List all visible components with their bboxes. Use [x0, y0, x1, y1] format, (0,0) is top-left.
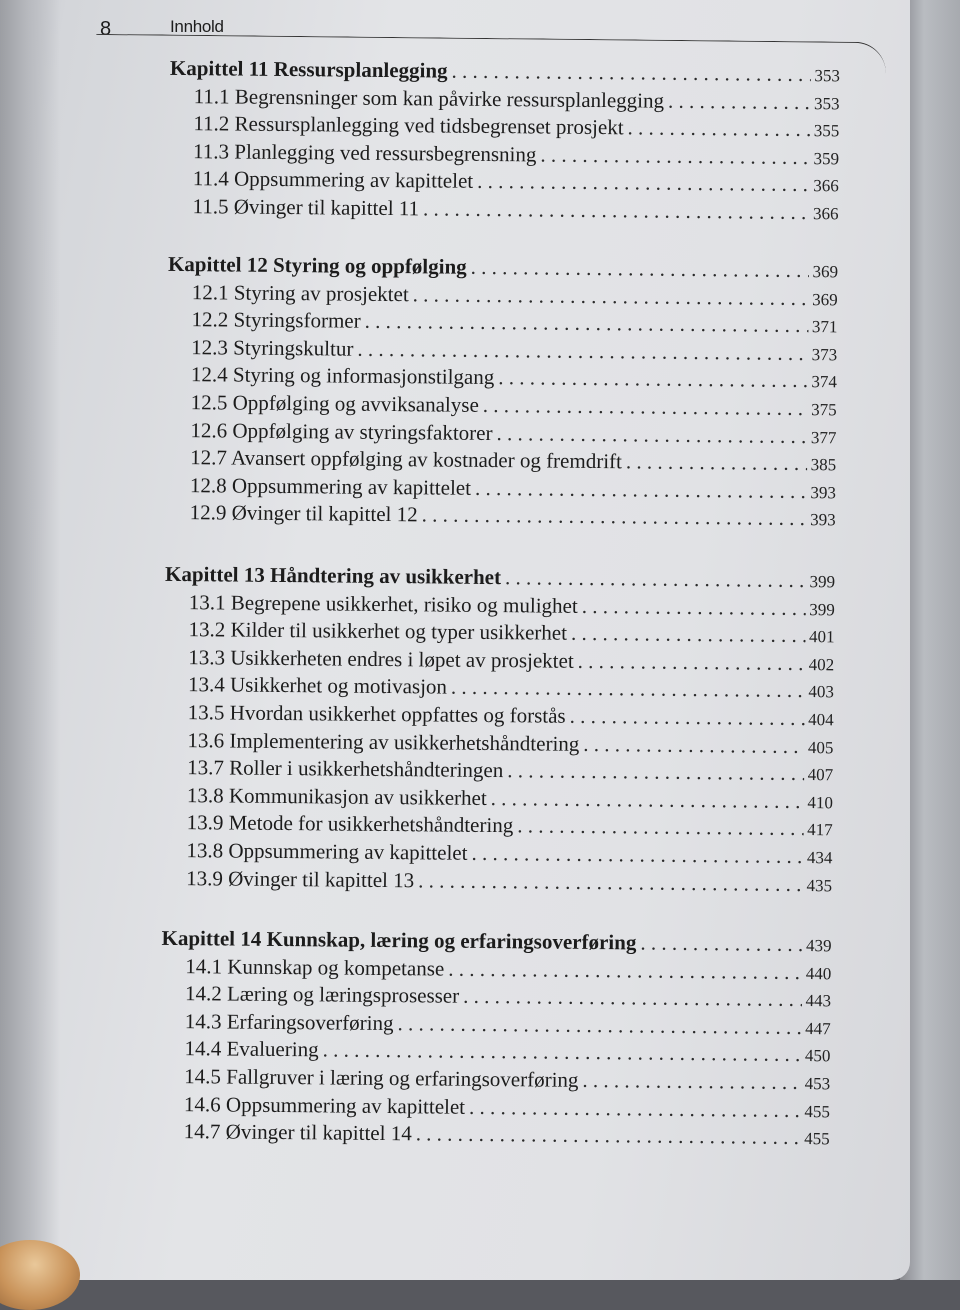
- chapter-title: Kapittel 14 Kunnskap, læring og erfaringsoverføring: [161, 925, 637, 955]
- section-label: 14.6 Oppsummering av kapittelet: [183, 1091, 466, 1119]
- section-page: 359: [813, 148, 840, 169]
- section-label: 13.4 Usikkerhet og motivasjon: [187, 672, 448, 699]
- toc-section-row: [190, 500, 836, 534]
- section-label: 14.3 Erfaringsoverføring: [184, 1008, 394, 1035]
- section-label: 14.4 Evaluering: [184, 1036, 319, 1062]
- section-page: 366: [812, 204, 839, 224]
- toc-chapter-13: [162, 562, 835, 900]
- leader-dots: [323, 1038, 802, 1068]
- chapter-title: Kapittel 12 Styring og oppfølging: [167, 251, 467, 279]
- section-page: 453: [804, 1074, 831, 1094]
- leader-dots: [451, 59, 810, 87]
- leader-dots: [477, 169, 809, 197]
- section-page: 404: [808, 710, 834, 730]
- section-page: 434: [806, 847, 833, 868]
- section-label: 12.8 Oppsummering av kapittelet: [189, 472, 472, 500]
- leader-dots: [498, 365, 807, 393]
- section-label: 12.9 Øvinger til kapittel 12: [189, 500, 418, 527]
- chapter-page: 439: [805, 936, 832, 956]
- leader-dots: [668, 88, 810, 114]
- leader-dots: [416, 1121, 801, 1150]
- section-page: 353: [814, 93, 840, 113]
- leader-dots: [517, 814, 803, 842]
- chapter-page: 399: [809, 572, 836, 592]
- section-page: 403: [808, 682, 835, 702]
- section-label: 12.3 Styringskultur: [191, 334, 354, 361]
- leader-dots: [423, 196, 809, 225]
- leader-dots: [422, 503, 807, 532]
- section-label: 11.4 Oppsummering av kapittelet: [192, 166, 474, 194]
- section-page: 355: [813, 121, 840, 141]
- section-page: 402: [808, 654, 835, 675]
- leader-dots: [578, 649, 805, 676]
- section-page: 401: [808, 627, 835, 647]
- chapter-page: 353: [814, 66, 840, 86]
- section-list: [168, 83, 839, 227]
- leader-dots: [471, 841, 803, 869]
- leader-dots: [471, 255, 809, 283]
- toc-section-row: [186, 866, 832, 900]
- section-page: 371: [811, 317, 838, 337]
- leader-dots: [451, 675, 805, 703]
- leader-dots: [626, 449, 807, 476]
- chapter-title: Kapittel 13 Håndtering av usikkerhet: [164, 561, 502, 590]
- toc-chapter-14: [160, 926, 832, 1153]
- toc-section-row: [184, 1119, 830, 1153]
- section-label: 14.2 Læring og læringsprosesser: [184, 981, 460, 1008]
- section-list: [162, 589, 835, 899]
- toc-section-row: [192, 194, 838, 228]
- page-number: 8: [100, 18, 112, 40]
- section-page: 373: [811, 344, 838, 365]
- leader-dots: [505, 565, 806, 593]
- section-page: 410: [807, 792, 833, 813]
- section-page: 375: [811, 400, 837, 420]
- section-label: 12.6 Oppfølging av styringsfaktorer: [190, 417, 493, 445]
- section-page: 450: [804, 1046, 831, 1066]
- leader-dots: [627, 115, 809, 142]
- running-header-title: Innhold: [170, 17, 224, 36]
- section-label: 11.2 Ressursplanlegging ved tidsbegrenset prosjekt: [193, 111, 624, 140]
- section-page: 417: [807, 820, 833, 840]
- section-label: 11.1 Begrensninger som kan påvirke ressursplanlegging: [193, 83, 665, 113]
- section-label: 12.4 Styring og informasjonstilgang: [190, 362, 495, 390]
- section-page: 399: [809, 599, 835, 619]
- leader-dots: [483, 393, 808, 421]
- section-label: 13.9 Metode for usikkerhetshåndtering: [186, 810, 514, 838]
- section-label: 12.2 Styringsformer: [191, 307, 361, 333]
- section-label: 13.8 Kommunikasjon av usikkerhet: [186, 782, 487, 810]
- section-label: 13.1 Begrepene usikkerhet, risiko og mulighet: [188, 589, 578, 618]
- leader-dots: [413, 282, 809, 311]
- leader-dots: [496, 421, 807, 449]
- toc-chapter-11: [168, 56, 840, 228]
- section-label: 12.7 Avansert oppfølging av kostnader og fremdrift: [190, 445, 623, 474]
- section-page: 393: [810, 510, 836, 530]
- leader-dots: [469, 1094, 801, 1122]
- section-page: 407: [807, 765, 834, 785]
- leader-dots: [640, 930, 802, 957]
- leader-dots: [570, 704, 805, 731]
- section-label: 13.2 Kilder til usikkerhet og typer usikkerhet: [188, 617, 568, 645]
- section-label: 13.3 Usikkerheten endres i løpet av prosjektet: [188, 644, 574, 673]
- leader-dots: [418, 868, 803, 897]
- leader-dots: [357, 336, 808, 365]
- leader-dots: [448, 956, 802, 984]
- section-page: 443: [805, 991, 832, 1011]
- section-page: 366: [813, 176, 839, 196]
- leader-dots: [582, 1068, 800, 1095]
- section-label: 12.5 Oppfølging og avviksanalyse: [190, 390, 479, 417]
- leader-dots: [540, 142, 809, 170]
- section-label: 12.1 Styring av prosjektet: [191, 279, 409, 306]
- chapter-title: Kapittel 11 Ressursplanlegging: [169, 55, 448, 83]
- section-list: [166, 279, 838, 534]
- leader-dots: [582, 593, 806, 620]
- section-label: 13.8 Oppsummering av kapittelet: [186, 838, 468, 865]
- section-page: 393: [810, 482, 836, 503]
- section-label: 14.1 Kunnskap og kompetanse: [185, 953, 445, 981]
- section-page: 455: [804, 1101, 831, 1121]
- section-page: 435: [806, 875, 833, 895]
- leader-dots: [491, 786, 804, 814]
- section-page: 369: [812, 289, 838, 309]
- leader-dots: [463, 984, 802, 1012]
- section-list: [160, 953, 832, 1153]
- leader-dots: [475, 476, 807, 504]
- toc-chapter-12: [166, 252, 839, 534]
- leader-dots: [365, 309, 809, 338]
- section-label: 13.9 Øvinger til kapittel 13: [186, 865, 415, 892]
- section-page: 447: [805, 1018, 831, 1039]
- section-label: 11.5 Øvinger til kapittel 11: [192, 194, 420, 221]
- section-page: 455: [804, 1129, 830, 1149]
- section-page: 385: [810, 455, 837, 475]
- section-page: 405: [807, 737, 834, 757]
- section-label: 13.6 Implementering av usikkerhetshåndtering: [187, 727, 580, 756]
- leader-dots: [507, 758, 804, 786]
- section-page: 374: [811, 372, 838, 392]
- leader-dots: [583, 731, 804, 758]
- section-label: 13.5 Hvordan usikkerhet oppfattes og forstås: [187, 700, 566, 728]
- section-label: 11.3 Planlegging ved ressursbegrensning: [193, 138, 537, 167]
- section-label: 14.7 Øvinger til kapittel 14: [183, 1119, 412, 1146]
- leader-dots: [397, 1011, 801, 1040]
- section-page: 440: [805, 963, 832, 983]
- section-label: 14.5 Fallgruver i læring og erfaringsoverføring: [184, 1064, 579, 1092]
- section-page: 377: [810, 427, 837, 447]
- chapter-page: 369: [812, 262, 839, 282]
- leader-dots: [571, 621, 805, 648]
- section-label: 13.7 Roller i usikkerhetshåndteringen: [187, 755, 504, 783]
